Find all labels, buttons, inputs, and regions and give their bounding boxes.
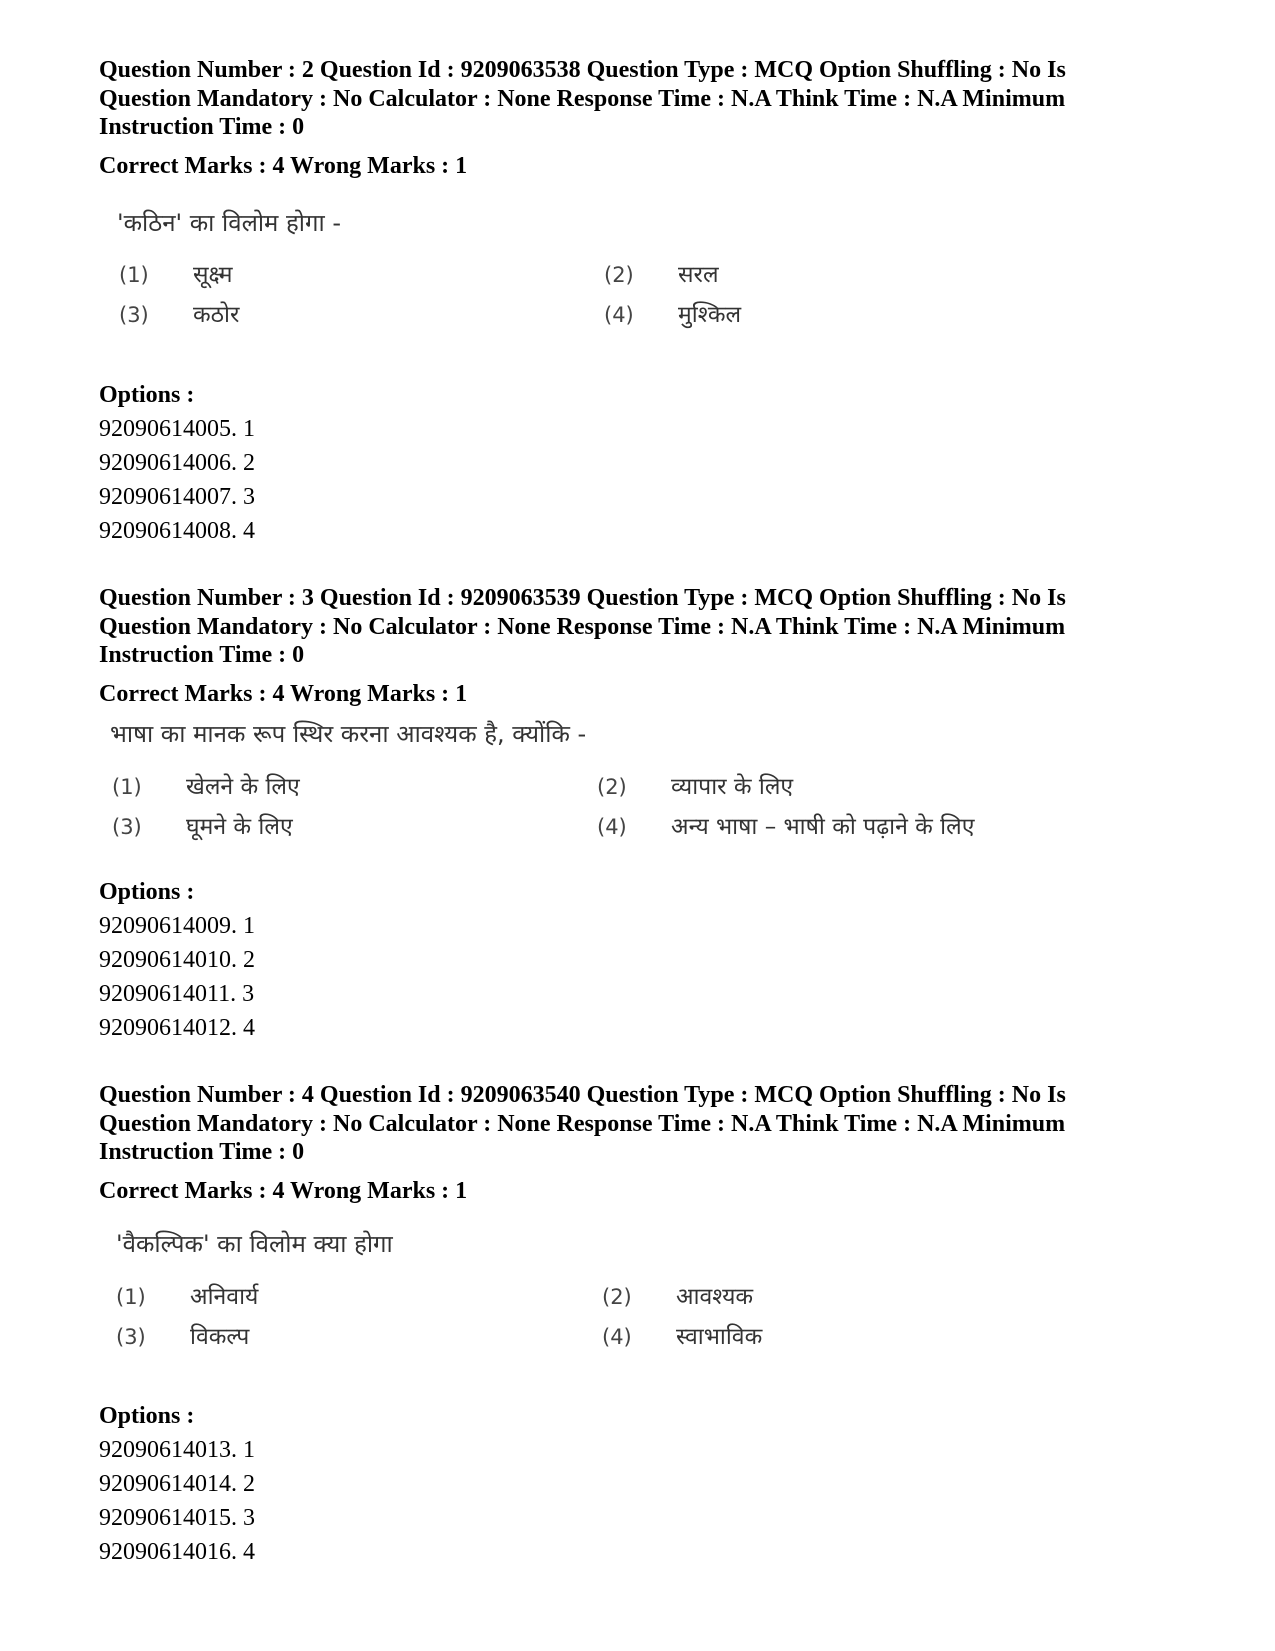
question-header: Question Number : 4 Question Id : 9209063540 Question Type : MCQ Option Shuffling : No Is Question Mandatory : No Calculator : None Response Time : N.A Think Time : N.A Minimum Instruction Time : 0 xyxy=(99,1082,1066,1165)
choice xyxy=(597,810,974,844)
choice xyxy=(116,1320,249,1354)
choice-text: घूमने के लिए xyxy=(186,814,293,840)
choice xyxy=(602,1320,762,1354)
option-id: 92090614006. 2 xyxy=(99,450,255,476)
question-marks: Correct Marks : 4 Wrong Marks : 1 xyxy=(99,681,468,707)
option-id: 92090614005. 1 xyxy=(99,416,255,442)
options-label: Options : xyxy=(99,382,195,408)
question-stem: 'वैकल्पिक' का विलोम क्या होगा xyxy=(116,1230,393,1258)
choice-text: अनिवार्य xyxy=(190,1284,259,1310)
option-id: 92090614010. 2 xyxy=(99,947,255,973)
option-id: 92090614011. 3 xyxy=(99,981,255,1007)
option-id: 92090614015. 3 xyxy=(99,1505,255,1531)
choice-number: (1) xyxy=(112,775,142,799)
choice xyxy=(597,770,793,804)
choice-text: अन्य भाषा – भाषी को पढ़ाने के लिए xyxy=(671,814,975,840)
option-id: 92090614009. 1 xyxy=(99,913,255,939)
choice-text: आवश्यक xyxy=(676,1284,754,1310)
option-id: 92090614014. 2 xyxy=(99,1471,255,1497)
option-id: 92090614008. 4 xyxy=(99,518,255,544)
question-header: Question Number : 3 Question Id : 9209063539 Question Type : MCQ Option Shuffling : No Is Question Mandatory : No Calculator : None Response Time : N.A Think Time : N.A Minimum Instruction Time : 0 xyxy=(99,585,1066,668)
choice-number: (1) xyxy=(116,1285,146,1309)
choice xyxy=(112,810,293,844)
question-header: Question Number : 2 Question Id : 9209063538 Question Type : MCQ Option Shuffling : No Is Question Mandatory : No Calculator : None Response Time : N.A Think Time : N.A Minimum Instruction Time : 0 xyxy=(99,57,1066,140)
choice-text: विकल्प xyxy=(190,1324,250,1350)
choice-text: खेलने के लिए xyxy=(186,774,300,800)
option-id: 92090614016. 4 xyxy=(99,1539,255,1565)
choice-number: (4) xyxy=(597,815,627,839)
choice xyxy=(112,770,300,804)
choice-number: (2) xyxy=(604,263,634,287)
choice-number: (3) xyxy=(116,1325,146,1349)
option-id: 92090614012. 4 xyxy=(99,1015,255,1041)
choice xyxy=(119,298,239,332)
choice-text: मुश्किल xyxy=(678,302,742,328)
question-stem: 'कठिन' का विलोम होगा - xyxy=(117,209,342,237)
choice-number: (4) xyxy=(604,303,634,327)
choice xyxy=(604,258,719,292)
choice-text: कठोर xyxy=(193,302,240,328)
choice-number: (4) xyxy=(602,1325,632,1349)
choice-number: (3) xyxy=(112,815,142,839)
choice-number: (2) xyxy=(597,775,627,799)
choice-text: सरल xyxy=(678,262,719,288)
choice-number: (3) xyxy=(119,303,149,327)
choice-number: (2) xyxy=(602,1285,632,1309)
question-marks: Correct Marks : 4 Wrong Marks : 1 xyxy=(99,1178,468,1204)
choice xyxy=(604,298,741,332)
option-id: 92090614013. 1 xyxy=(99,1437,255,1463)
options-label: Options : xyxy=(99,879,195,905)
choice-text: व्यापार के लिए xyxy=(671,774,794,800)
options-label: Options : xyxy=(99,1403,195,1429)
choice xyxy=(119,258,233,292)
choice xyxy=(602,1280,753,1314)
question-stem: भाषा का मानक रूप स्थिर करना आवश्यक है, क्योंकि - xyxy=(110,720,587,748)
choice-text: स्वाभाविक xyxy=(676,1324,763,1350)
choice-number: (1) xyxy=(119,263,149,287)
option-id: 92090614007. 3 xyxy=(99,484,255,510)
choice xyxy=(116,1280,258,1314)
choice-text: सूक्ष्म xyxy=(193,262,233,288)
question-marks: Correct Marks : 4 Wrong Marks : 1 xyxy=(99,153,468,179)
